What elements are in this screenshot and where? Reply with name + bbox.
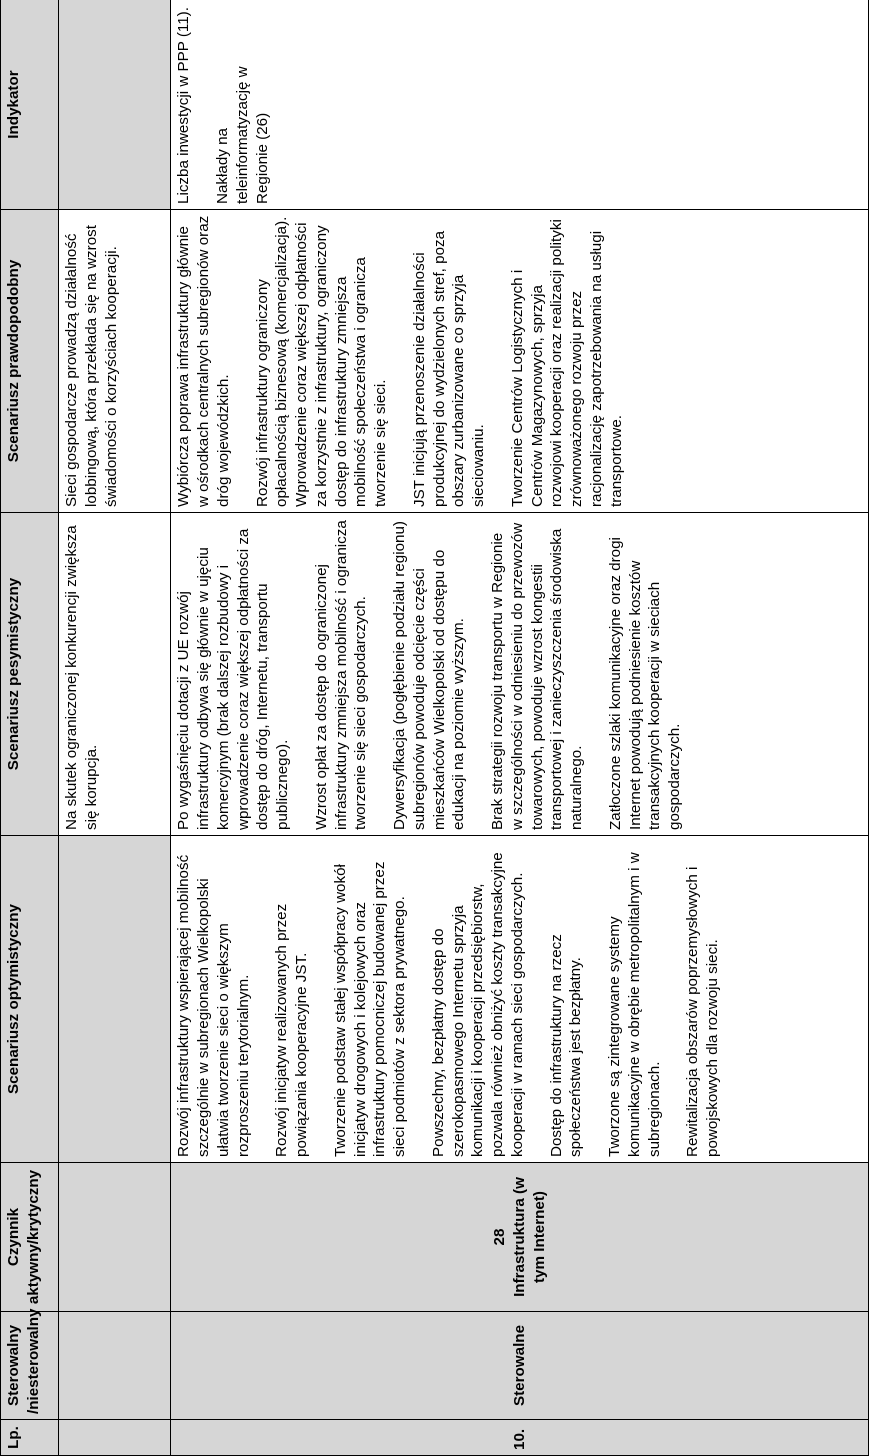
cell-indykator (171, 0, 869, 210)
pesymistyczny-paragraph: Wzrost opłat za dostęp do ograniczonej infrastruktury zmniejsza mobilność i ogranicza tworzenie się sieci gospodarczych. (312, 520, 370, 830)
cell-lp: 10. (171, 1420, 869, 1456)
cell-czynnik-top (59, 1163, 171, 1312)
optymistyczny-paragraph: Tworzenie podstaw stałej współpracy wokół inicjatyw drogowych i kolejowych oraz infrastruktury pomocniczej budowanej przez sieci podmiotów z sektora prywatnego. (331, 861, 409, 1157)
pesymistyczny-paragraph: Zatłoczone szlaki komunikacyjne oraz drogi Internet powodują podniesienie kosztów transakcyjnych kooperacji w sieciach gospodarczych. (606, 537, 684, 830)
pesymistyczny-paragraph: Dywersyfikacja (pogłębienie podziału regionu) subregionów powoduje odcięcie części mieszkańców Wielkopolski od dostępu do edukacji na poziomie wyższym. (391, 521, 468, 830)
header-row (1, 0, 59, 1456)
cell-optymistyczny (171, 836, 869, 1163)
cell-pesymistyczny-top: Na skutek ograniczonej konkurencji zwiększa się korupcja. (59, 513, 171, 836)
header-prawdopodobny: Scenariusz prawdopodobny (1, 210, 59, 513)
prawdopodobny-paragraph: Wybiórcza poprawa infrastruktury głównie w ośrodkach centralnych subregionów oraz dróg wojewódzkich. (175, 215, 232, 507)
optymistyczny-paragraph: Rewitalizacja obszarów poprzemysłowych i powojskowych dla rozwoju sieci. (684, 866, 722, 1157)
table-row-main (171, 0, 869, 1456)
header-lp: Lp. (1, 1420, 59, 1456)
indykator-paragraph: Liczba inwestycji w PPP (11). (175, 7, 193, 204)
czynnik-number: 28 (491, 1228, 509, 1246)
cell-sterowalny: Sterowalne (171, 1312, 869, 1420)
optymistyczny-paragraph: Powszechny, bezpłatny dostęp do szerokopasmowego Internetu sprzyja komunikacji i kooperacji przedsiębiorstw, pozwala również obniżyć koszty transakcyjne kooperacji w ramach sieci gospodarczych. (429, 852, 526, 1157)
header-czynnik: Czynnik aktywny/krytyczny (1, 1163, 59, 1312)
header-optymistyczny: Scenariusz optymistyczny (1, 836, 59, 1163)
czynnik-name: Infrastruktura (w tym Internet) (510, 1177, 548, 1297)
pesymistyczny-paragraph: Po wygaśnięciu dotacji z UE rozwój infrastruktury odbywa się głównie w ujęciu komercyjnym (brak dalszej rozbudowy i wprowadzenie coraz większej odpłatności za dostęp do dróg, Internetu, transportu publicznego). (175, 528, 292, 830)
prawdopodobny-paragraph: JST inicjują przenoszenie działalności produkcyjnej do wydzielonych stref, poza obszary zurbanizowane co sprzyja sieciowaniu. (410, 230, 488, 507)
prawdopodobny-paragraph: Tworzenie Centrów Logistycznych i Centrów Magazynowych, sprzyja rozwojowi kooperacji oraz realizacji polityki zrównoważonego rozwoju przez racjonalizację zapotrzebowania na usługi transportowe. (508, 219, 625, 507)
optymistyczny-paragraph: Dostęp do infrastruktury na rzecz społeczeństwa jest bezpłatny. (547, 934, 585, 1157)
header-pesymistyczny: Scenariusz pesymistyczny (1, 513, 59, 836)
cell-czynnik (171, 1163, 869, 1312)
prawdopodobny-paragraph: Rozwój infrastruktury ograniczony opłacalnością biznesową (komercjalizacja). Wprowadzenie coraz większej odpłatności za korzystnie z infrastruktury, ograniczony dostęp do infrastruktury zmniejsza mobilność społeczeństwa i ogranicza tworzenie się sieci. (253, 216, 390, 507)
optymistyczny-paragraph: Rozwój inicjatyw realizowanych przez powiązania kooperacyjne JST. (273, 903, 311, 1157)
cell-optymistyczny-top (59, 836, 171, 1163)
cell-sterowalny-top (59, 1312, 171, 1420)
header-indykator: Indykator (1, 0, 59, 210)
cell-prawdopodobny-top: Sieci gospodarcze prowadzą działalność lobbingową, która przekłada się na wzrost świadomości o korzyściach kooperacji. (59, 210, 171, 513)
indykator-paragraph: Nakłady na teleinformatyzację w Regionie (26) (214, 66, 271, 204)
header-sterowalny: Sterowalny /niesterowalny (1, 1312, 59, 1420)
optymistyczny-paragraph: Tworzone są zintegrowane systemy komunikacyjne w obrębie metropolitalnym i w subregionach. (606, 852, 663, 1157)
cell-prawdopodobny (171, 210, 869, 513)
cell-pesymistyczny (171, 513, 869, 836)
pesymistyczny-paragraph: Brak strategii rozwoju transportu w Regionie w szczególności w odniesieniu do przewozów towarowych, powoduje wzrost kongestii transportowej i zanieczyszczenia środowiska naturalnego. (489, 522, 586, 830)
cell-lp-top (59, 1420, 171, 1456)
table-row-top (59, 0, 171, 1456)
cell-indykator-top (59, 0, 171, 210)
optymistyczny-paragraph: Rozwój infrastruktury wspierającej mobilność szczególnie w subregionach Wielkopolski ułatwia tworzenie sieci o większym rozproszeniu terytorialnym. (175, 854, 252, 1157)
